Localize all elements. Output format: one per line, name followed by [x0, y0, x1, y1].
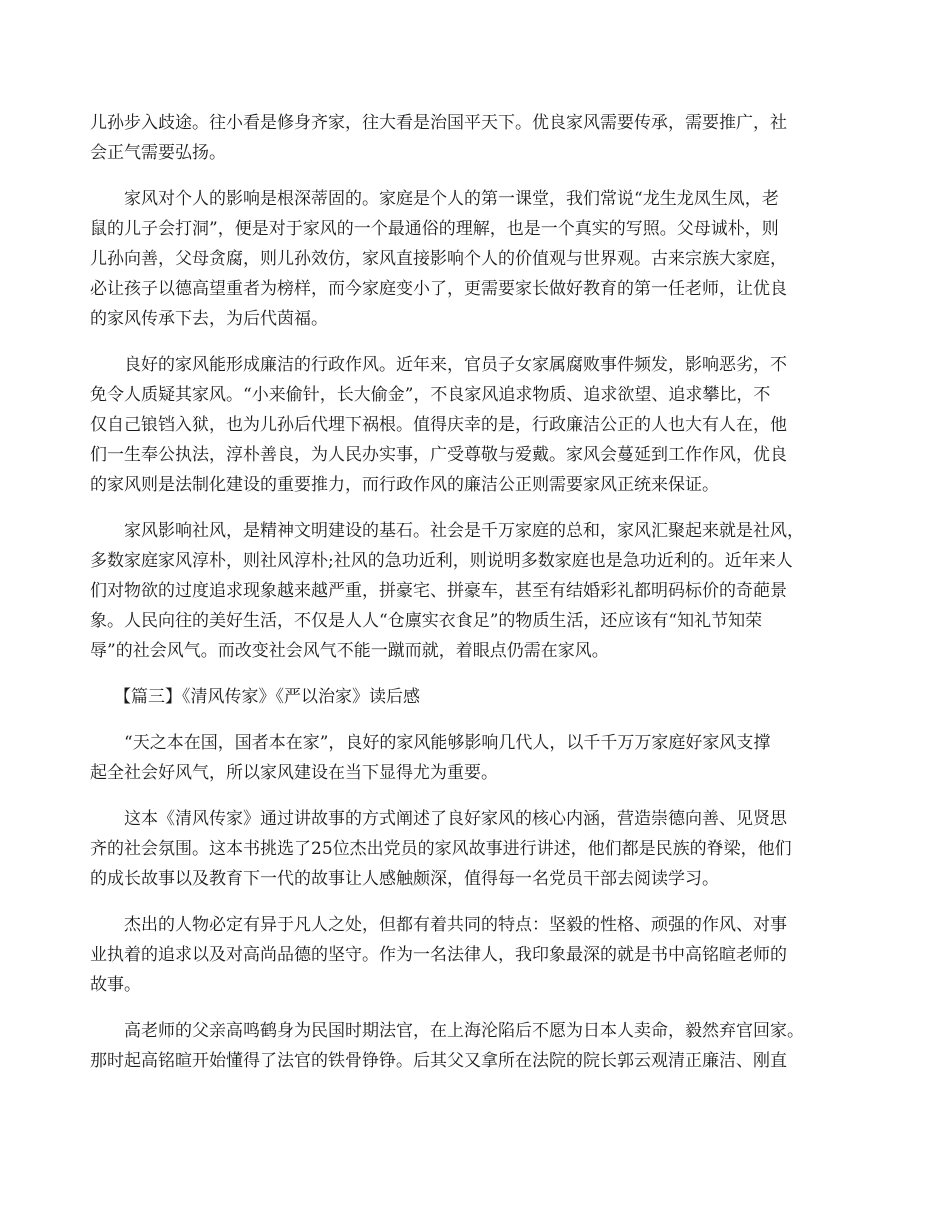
text-line: 儿孙步入歧途。往小看是修身齐家，往大看是治国平天下。优良家风需要传承，需要推广，社 [90, 113, 787, 133]
text-line: 免令人质疑其家风。“小来偷针，长大偷金”，不良家风追求物质、追求欲望、追求攀比，不 [90, 385, 771, 405]
text-line: 齐的社会氛围。这本书挑选了25位杰出党员的家风故事进行讲述，他们都是民族的脊梁，他们 [90, 839, 792, 859]
text-line: 家风影响社风，是精神文明建设的基石。社会是千万家庭的总和，家风汇聚起来就是社风， [124, 521, 804, 541]
text-line: 象。人民向往的美好生活，不仅是人人“仓廪实衣食足”的物质生活，还应该有“知礼节知荣 [90, 611, 763, 631]
text-line: 起全社会好风气，所以家风建设在当下显得尤为重要。 [90, 763, 498, 783]
text-line: 会正气需要弘扬。 [90, 143, 226, 163]
text-line: 家风对个人的影响是根深蒂固的。家庭是个人的第一课堂，我们常说“龙生龙凤生凤，老 [124, 189, 779, 209]
text-line: 鼠的儿子会打洞”，便是对于家风的一个最通俗的理解，也是一个真实的写照。父母诚朴，则 [90, 219, 779, 239]
paragraph [90, 910, 870, 1000]
text-line: 们对物欲的过度追求现象越来越严重，拼豪宅、拼豪车，甚至有结婚彩礼都明码标价的奇葩景 [90, 581, 787, 601]
text-line: “天之本在国，国者本在家”，良好的家风能够影响几代人，以千千万万家庭好家风支撑 [124, 733, 771, 753]
document-body [90, 108, 870, 1092]
text-line: 的家风传承下去，为后代茵福。 [90, 309, 328, 329]
paragraph [90, 184, 870, 334]
text-line: 良好的家风能形成廉洁的行政作风。近年来，官员子女家属腐败事件频发，影响恶劣，不 [124, 355, 787, 375]
paragraph [90, 1016, 870, 1076]
text-line: 那时起高铭暄开始懂得了法官的铁骨铮铮。后其父又拿所在法院的院长郭云观清正廉洁、刚直 [90, 1051, 787, 1071]
paragraph [90, 108, 870, 168]
paragraph [90, 516, 870, 666]
paragraph [90, 350, 870, 500]
text-line: 们一生奉公执法，淳朴善良，为人民办实事，广受尊敬与爱戴。家风会蔓延到工作作风，优良 [90, 445, 787, 465]
text-line: 辱”的社会风气。而改变社会风气不能一蹴而就，着眼点仍需在家风。 [90, 641, 609, 661]
paragraph [90, 728, 870, 788]
text-line: 多数家庭家风淳朴，则社风淳朴;社风的急功近利，则说明多数家庭也是急功近利的。近年来人 [90, 551, 793, 571]
paragraph [90, 804, 870, 894]
text-line: 必让孩子以德高望重者为榜样，而今家庭变小了，更需要家长做好教育的第一任老师，让优良 [90, 279, 787, 299]
text-line: 儿孙向善，父母贪腐，则儿孙效仿，家风直接影响个人的价值观与世界观。古来宗族大家庭， [90, 249, 787, 269]
text-line: 这本《清风传家》通过讲故事的方式阐述了良好家风的核心内涵，营造崇德向善、见贤思 [124, 809, 787, 829]
text-line: 仅自己锒铛入狱，也为儿孙后代埋下祸根。值得庆幸的是，行政廉洁公正的人也大有人在，他 [90, 415, 787, 435]
text-line: 杰出的人物必定有异于凡人之处，但都有着共同的特点：坚毅的性格、顽强的作风、对事 [124, 915, 787, 935]
heading-line: 【篇三】《清风传家》《严以治家》读后感 [114, 687, 420, 707]
text-line: 的家风则是法制化建设的重要推力，而行政作风的廉洁公正则需要家风正统来保证。 [90, 475, 719, 495]
text-line: 的成长故事以及教育下一代的故事让人感触颇深，值得每一名党员干部去阅读学习。 [90, 869, 719, 889]
section-heading [90, 682, 870, 712]
text-line: 高老师的父亲高鸣鹤身为民国时期法官，在上海沦陷后不愿为日本人卖命，毅然弃官回家。 [124, 1021, 804, 1041]
text-line: 业执着的追求以及对高尚品德的坚守。作为一名法律人，我印象最深的就是书中高铭暄老师的 [90, 945, 787, 965]
text-line: 故事。 [90, 975, 141, 995]
